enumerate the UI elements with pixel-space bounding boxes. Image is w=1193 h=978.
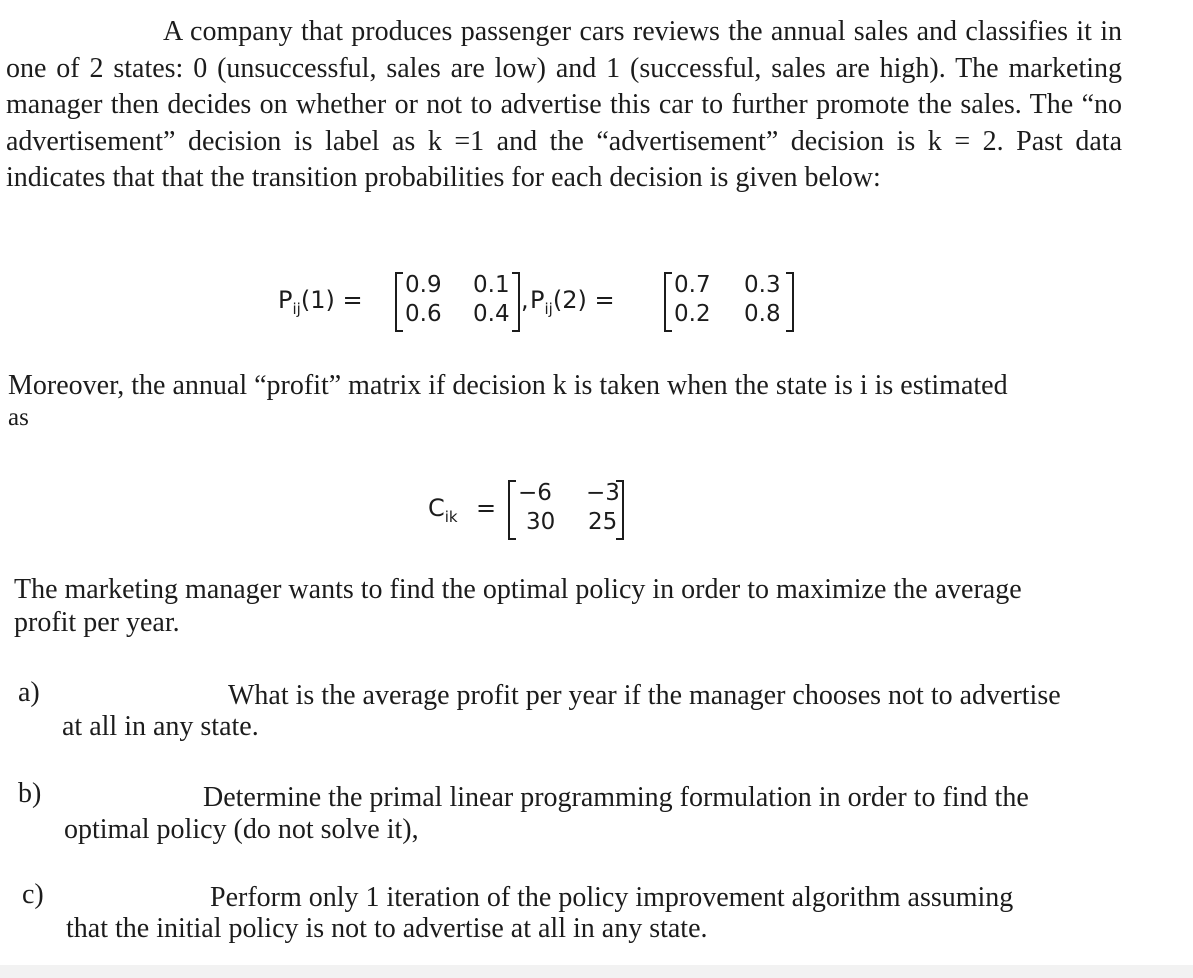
right-bracket xyxy=(786,272,794,332)
question-text: Determine the primal linear programming formulation in order to find the xyxy=(203,782,1029,813)
p2-cell-11: 0.8 xyxy=(744,301,781,327)
p1-cell-01: 0.1 xyxy=(473,272,510,298)
question-text-2: that the initial policy is not to advertise at all in any state. xyxy=(66,913,708,944)
goal-line: The marketing manager wants to find the optimal policy in order to maximize the average xyxy=(14,574,1022,605)
p2-matrix xyxy=(664,270,794,332)
right-bracket xyxy=(616,480,624,540)
profit-matrix xyxy=(508,478,624,540)
question-label: c) xyxy=(22,879,44,910)
profit-cell-10: 30 xyxy=(526,509,556,535)
profit-label: $C_{ik}$ xyxy=(428,494,458,526)
question-label: b) xyxy=(18,778,42,809)
p2-cell-10: 0.2 xyxy=(674,301,711,327)
left-bracket xyxy=(664,272,672,332)
right-bracket xyxy=(512,272,520,332)
left-bracket xyxy=(395,272,403,332)
profit-cell-00: −6 xyxy=(518,480,552,506)
profit-intro-line: Moreover, the annual “profit” matrix if decision k is taken when the state is i is estimated xyxy=(8,370,1008,401)
matrix-separator: , xyxy=(521,286,529,314)
profit-cell-11: 25 xyxy=(588,509,618,535)
profit-equals: = xyxy=(476,494,497,522)
question-text-2: at all in any state. xyxy=(62,711,259,742)
p1-cell-00: 0.9 xyxy=(405,272,442,298)
p1-cell-11: 0.4 xyxy=(473,301,510,327)
intro-paragraph: A company that produces passenger cars reviews the annual sales and classifies it in one of 2 states: 0 (unsuccessful, sales are low) and 1 (successful, sales are high). The marketing manager then decides on whether or not to advertise this car to further promote the sales. The “no advertisement” decision is label as k =1 and the “advertisement” decision is k = 2. Past data indicates that that the transition probabilities for each decision is given below: xyxy=(6,16,1122,193)
p1-cell-10: 0.6 xyxy=(405,301,442,327)
profit-intro-line-2: as xyxy=(8,404,29,431)
page-bottom-edge xyxy=(0,965,1193,978)
goal-line-2: profit per year. xyxy=(14,607,180,638)
p1-label: $P_{ij}(1)$ = xyxy=(278,286,363,318)
question-text: What is the average profit per year if the manager chooses not to advertise xyxy=(228,680,1061,711)
p2-label: $P_{ij}(2)$ = xyxy=(530,286,615,318)
p2-cell-01: 0.3 xyxy=(744,272,781,298)
question-label: a) xyxy=(18,677,40,708)
p1-matrix xyxy=(395,270,520,332)
p2-cell-00: 0.7 xyxy=(674,272,711,298)
left-bracket xyxy=(508,480,516,540)
question-text: Perform only 1 iteration of the policy improvement algorithm assuming xyxy=(210,882,1014,913)
profit-cell-01: −3 xyxy=(586,480,620,506)
question-text-2: optimal policy (do not solve it), xyxy=(64,814,419,845)
